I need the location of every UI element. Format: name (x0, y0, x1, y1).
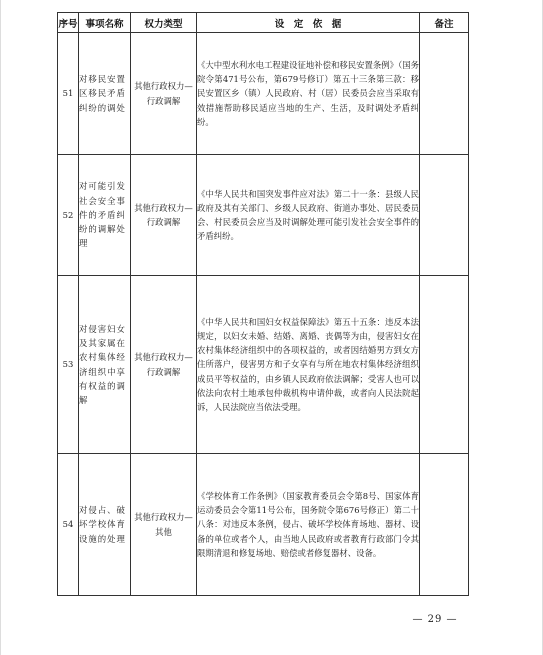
legal-basis: 《学校体育工作条例》（国家教育委员会令第8号、国家体育运动委员会令第11号公布，国务院令第676号修正）第二十八条：对违反本条例，侵占、破坏学校体育场地、器材、设备的单位或者个人，由当地人民政府或者教育行政部门令其限期清退和修复场地、赔偿或者修复器材、设备。 (197, 454, 420, 596)
header-type: 权力类型 (131, 13, 197, 33)
legal-basis: 《中华人民共和国突发事件应对法》第二十一条：县级人民政府及其有关部门、乡级人民政府、街道办事处、居民委员会、村民委员会应当及时调解处理可能引发社会安全事件的矛盾纠纷。 (197, 155, 420, 276)
legal-basis: 《大中型水利水电工程建设征地补偿和移民安置条例》（国务院令第471号公布，第679号修订）第五十三条第三款：移民安置区乡（镇）人民政府、村（居）民委员会应当采取有效措施帮助移民适应当地的生产、生活，及时调处矛盾纠纷。 (197, 33, 420, 155)
power-type: 其他行政权力—行政调解 (131, 276, 197, 454)
table-row (58, 276, 469, 454)
authority-table (57, 12, 469, 596)
power-type: 其他行政权力—行政调解 (131, 155, 197, 276)
item-name: 对侵占、破坏学校体育设施的处理 (79, 454, 131, 596)
table-header-row (58, 13, 469, 33)
power-type: 其他行政权力—行政调解 (131, 33, 197, 155)
row-note (420, 33, 469, 155)
row-number: 51 (58, 33, 79, 155)
table-row (58, 454, 469, 596)
item-name: 对侵害妇女及其家属在农村集体经济组织中享有权益的调解 (79, 276, 131, 454)
row-number: 54 (58, 454, 79, 596)
row-number: 52 (58, 155, 79, 276)
header-name: 事项名称 (79, 13, 131, 33)
page-number: — 29 — (412, 614, 458, 625)
header-note: 备注 (420, 13, 469, 33)
item-name: 对移民安置区移民矛盾纠纷的调处 (79, 33, 131, 155)
header-num: 序号 (58, 13, 79, 33)
power-type: 其他行政权力—其他 (131, 454, 197, 596)
row-note (420, 276, 469, 454)
page-edge-left (0, 0, 1, 655)
row-number: 53 (58, 276, 79, 454)
row-note (420, 454, 469, 596)
table-row (58, 33, 469, 155)
legal-basis: 《中华人民共和国妇女权益保障法》第五十五条：违反本法规定，以妇女未婚、结婚、离婚、丧偶等为由，侵害妇女在农村集体经济组织中的各项权益的，或者因结婚男方到女方住所落户，侵害男方和子女享有与所在地农村集体经济组织成员平等权益的，由乡镇人民政府依法调解；受害人也可以依法向农村土地承包仲裁机构申请仲裁，或者向人民法院起诉，人民法院应当依法受理。 (197, 276, 420, 454)
item-name: 对可能引发社会安全事件的矛盾纠纷的调解处理 (79, 155, 131, 276)
table-row (58, 155, 469, 276)
row-note (420, 155, 469, 276)
header-basis: 设 定 依 据 (197, 13, 420, 33)
